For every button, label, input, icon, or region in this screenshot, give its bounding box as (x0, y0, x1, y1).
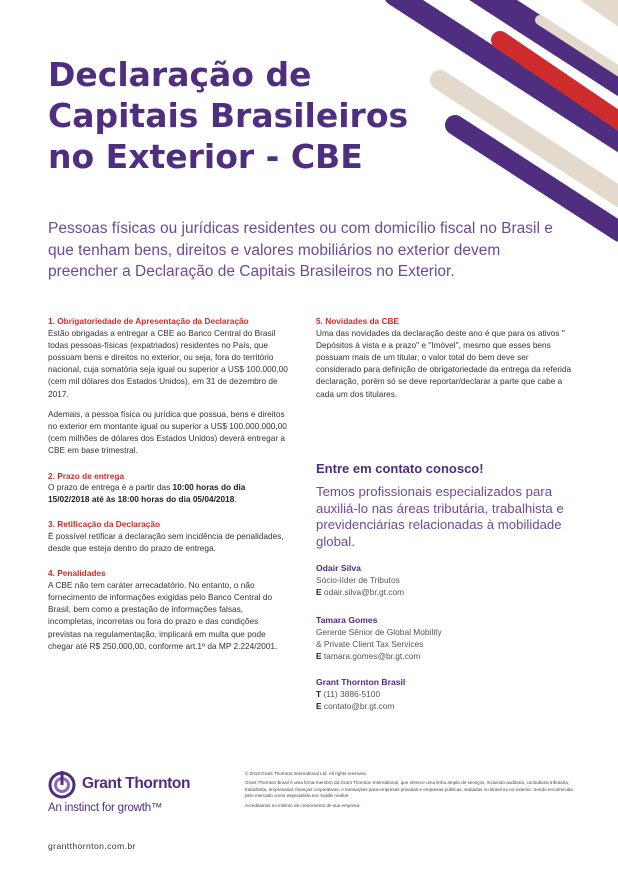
website-link[interactable]: grantthornton.com.br (48, 841, 136, 851)
logo-tagline: An instinct for growth™ (48, 802, 163, 814)
email-key: E (316, 587, 322, 597)
office-phone[interactable]: (11) 3886-5100 (323, 689, 381, 699)
person-email-line (316, 586, 576, 598)
section-heading-4: 4. Penalidades (48, 568, 106, 579)
person-role: Gerente Sênior de Global Mobility (316, 627, 442, 637)
office-phone-line (316, 688, 576, 700)
email-key: E (316, 651, 322, 661)
contact-person-odair (316, 562, 576, 598)
logo-mark-icon (48, 771, 76, 799)
contact-text: Temos profissionais especializados para auxiliá-lo nas áreas tributária, trabalhista e previdenciárias relacionadas à mobilidade global. (316, 484, 564, 549)
person-email-line (316, 650, 576, 662)
person-name: Tamara Gomes (316, 615, 378, 625)
section-body-1a: Estão obrigadas a entregar a CBE ao Banco Central do Brasil todas pessoas-físicas (expatriados) residentes no País, que possuam bens e direitos no exterior, ou seja, fora do território nacional, cuja somatória seja igual ou superior a US$ 100.000,00 (cem mil dólares dos Estados Unidos), em 31 de dezembro de 2017. (48, 327, 288, 399)
person-name: Odair Silva (316, 563, 361, 573)
section-heading-5: 5. Novidades da CBE (316, 316, 399, 326)
legal-slogan: Acreditamos no instinto de crescimento de sua empresa. (245, 802, 361, 808)
section-body-2 (48, 481, 288, 505)
email-key: E (316, 701, 322, 711)
intro-text: Pessoas físicas ou jurídicas residentes ou com domicílio fiscal no Brasil e que tenham bens, direitos e valores mobiliários no exterior devem preencher a Declaração de Capitais Brasileiros no Exterior. (48, 220, 553, 280)
person-role-2: & Private Client Tax Services (316, 639, 424, 649)
deadline-lead: O prazo de entrega é a partir das (48, 482, 173, 493)
right-column (316, 316, 576, 400)
grant-thornton-logo (48, 771, 228, 821)
section-body-3: É possível retificar a declaração sem incidência de penalidades, desde que esteja dentro do prazo de entrega. (48, 530, 284, 554)
section-heading-2: 2. Prazo de entrega (48, 470, 125, 481)
section-body-1b: Ademais, a pessoa física ou jurídica que possua, bens e direitos no exterior em montante igual ou superior a US$ 100.000.000,00 (cem milhões de dólares dos Estados Unidos) deverá entregar a CBE em base trimestral. (48, 408, 287, 456)
office-name: Grant Thornton Brasil (316, 677, 406, 687)
legal-description: Grant Thornton Brasil é uma firma-membro da Grant Thornton International, que oferece uma linha ampla de serviços, incluindo auditoria, consultoria tributária, trabalhista, empresarial, finanças corporativas, e transações para empresas privadas e empresas públicas, sediadas no Brasil ou no exterior. Sendo reconhecida pelo mercado como especialista em middle market. (245, 780, 573, 799)
person-email[interactable]: tamara.gomes@br.gt.com (323, 651, 421, 661)
legal-notice (245, 771, 580, 812)
section-body-5: Uma das novidades da declaração deste ano é que para os ativos " Depósitos à vista e a prazo" e "Imóvel", mesmo que esses bens possuam mais de um titular, o valor total do bem deve ser considerado para definição de obrigatoriedade da entrega da referida declaração, porém só se deve reportar/declarar a parte que cabe a cada um dos titulares. (316, 327, 572, 399)
logo-name: Grant Thornton (82, 775, 191, 792)
left-column (48, 316, 288, 652)
contact-heading: Entre em contato conosco! (316, 461, 484, 476)
office-email[interactable]: contato@br.gt.com (323, 701, 395, 711)
contact-office (316, 676, 576, 712)
page-title: Declaração de Capitais Brasileiros no Exterior - CBE (48, 55, 409, 176)
contact-person-tamara (316, 614, 576, 662)
person-email[interactable]: odair.silva@br.gt.com (323, 587, 405, 597)
legal-copyright: © 2018 Grant Thornton International Ltd. All rights reserved. (245, 771, 367, 776)
office-email-line (316, 700, 576, 712)
deadline-tail: . (234, 494, 237, 505)
person-role: Sócio-líder de Tributos (316, 575, 400, 585)
section-heading-3: 3. Retificação da Declaração (48, 519, 161, 530)
section-heading-1: 1. Obrigatoriedade de Apresentação da Declaração (48, 316, 249, 326)
section-body-4: A CBE não tem caráter arrecadatório. No entanto, o não fornecimento de informações exigidas pelo Banco Central do Brasil, bem como a prestação de informações falsas, incompletas, incorretas ou fora do prazo e das condições previstas na regulamentação, implicará em multa que pode chegar até R$ 250.000,00, conforme art.1º da MP 2.224/2001. (48, 579, 278, 651)
deadline-dates: 10:00 horas do dia 15/02/2018 até às 18:00 horas do dia 05/04/2018 (48, 482, 246, 505)
phone-key: T (316, 689, 322, 699)
